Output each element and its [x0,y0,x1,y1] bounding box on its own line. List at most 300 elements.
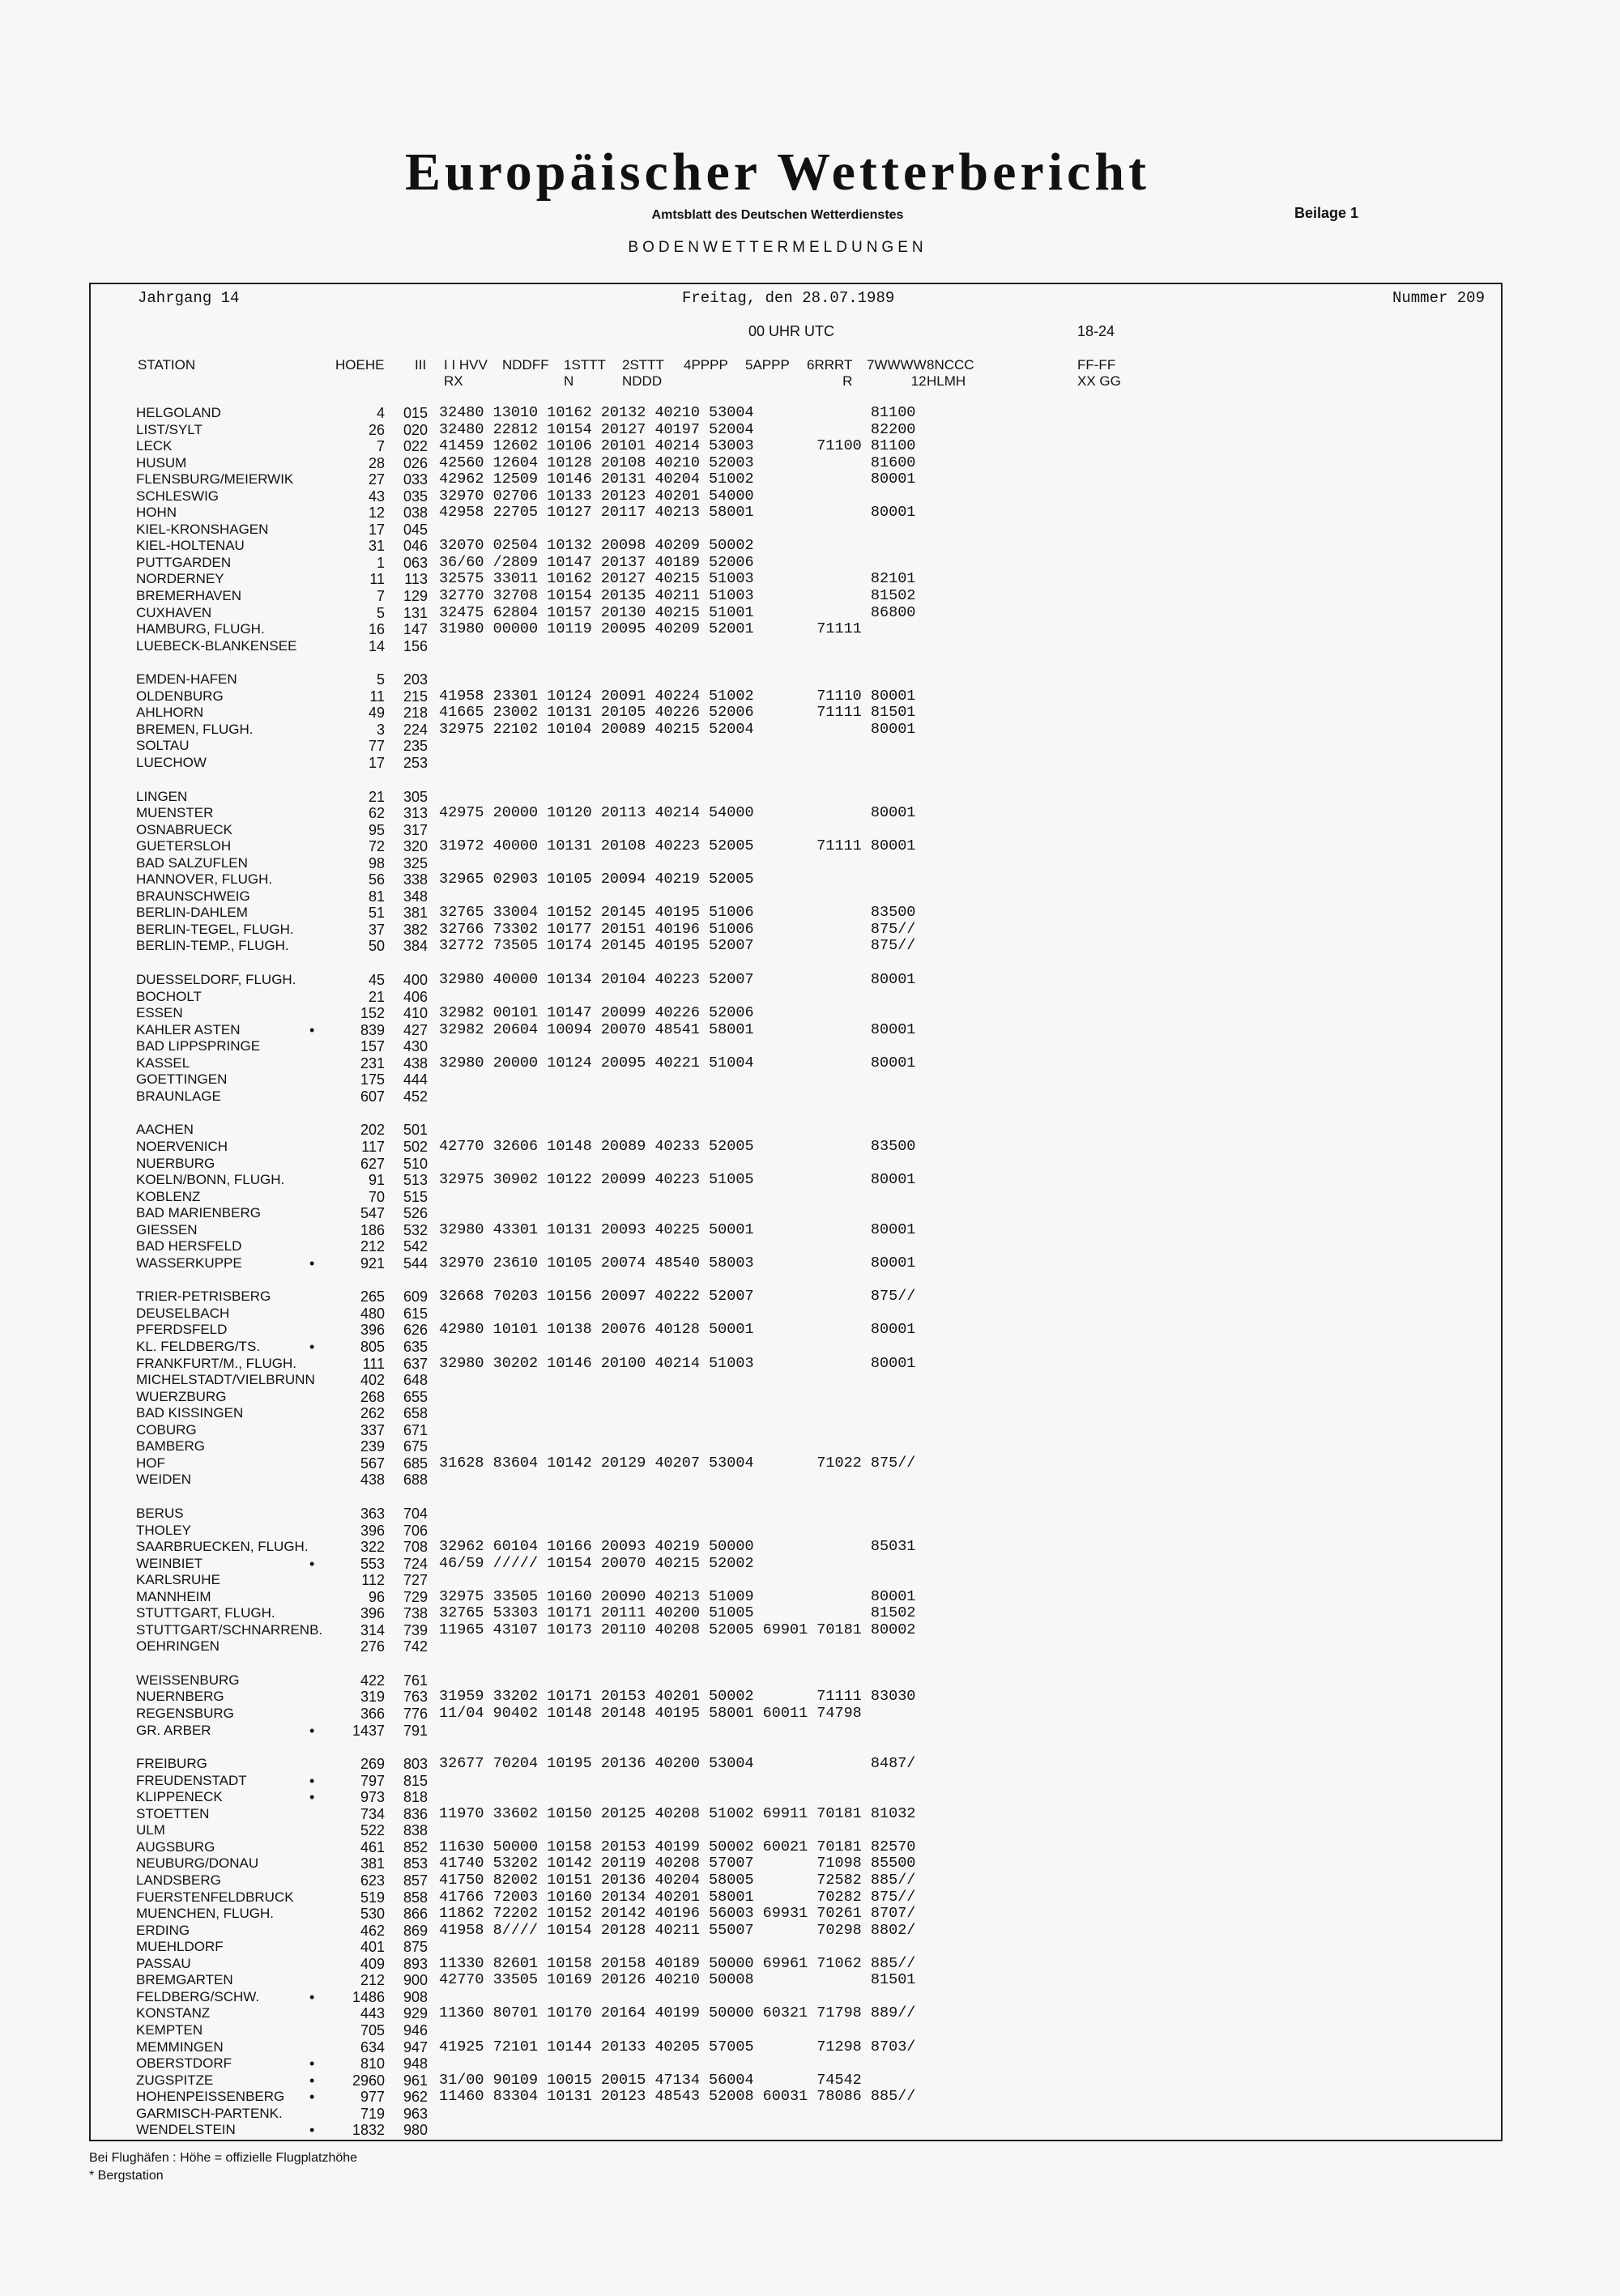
station-name: KLIPPENECK [136,1789,223,1804]
station-id: 946 [403,2022,428,2038]
station-height: 921 [360,1255,385,1272]
table-row [0,1806,1053,1822]
station-id: 948 [403,2055,428,2072]
issue-number: Nummer 209 [1392,289,1485,307]
synop-code: 41740 53202 10142 20119 40208 57007 71098 85500 [439,1855,916,1872]
table-row [0,522,1053,538]
table-row [0,1055,1053,1071]
station-id: 427 [403,1022,428,1038]
synop-code: 32070 02504 10132 20098 40209 50002 [439,537,754,554]
station-height: 98 [368,855,385,871]
table-row [0,2055,1053,2072]
table-row [0,1156,1053,1172]
station-id: 866 [403,1906,428,1922]
station-height: 366 [360,1706,385,1722]
table-row [0,938,1053,954]
station-height: 396 [360,1322,385,1338]
station-id: 763 [403,1689,428,1705]
station-name: FELDBERG/SCHW. [136,1989,260,2004]
station-name: STUTTGART/SCHNARRENB. [136,1622,323,1638]
table-row [0,455,1053,471]
station-height: 3 [376,722,385,738]
station-name: OSNABRUECK [136,822,233,837]
station-id: 908 [403,1989,428,2005]
station-height: 17 [368,522,385,538]
station-name: BERLIN-DAHLEM [136,905,248,920]
synop-code: 31980 00000 10119 20095 40209 52001 71111 [439,620,862,637]
station-id: 063 [403,555,428,571]
table-row [0,722,1053,738]
mountain-station-marker: • [309,1022,315,1038]
table-row [0,1506,1053,1522]
synop-code: 42560 12604 10128 20108 40210 52003 81600 [439,454,916,471]
station-id: 776 [403,1706,428,1722]
station-name: FLENSBURG/MEIERWIK [136,471,294,487]
table-row [0,1839,1053,1855]
col-header-5appp: 5APPP [745,357,790,373]
station-id: 688 [403,1472,428,1488]
mountain-station-marker: • [309,2089,315,2105]
station-name: DUESSELDORF, FLUGH. [136,972,296,987]
station-id: 791 [403,1723,428,1739]
station-id: 724 [403,1556,428,1572]
synop-code: 11965 43107 10173 20110 40208 52005 69901 70181 80002 [439,1621,916,1638]
station-name: KL. FELDBERG/TS. [136,1339,261,1354]
station-id: 022 [403,438,428,454]
table-row [0,1455,1053,1472]
station-id: 818 [403,1789,428,1805]
station-id: 513 [403,1172,428,1188]
station-height: 111 [362,1356,385,1372]
station-id: 400 [403,972,428,988]
station-height: 26 [368,422,385,438]
station-height: 12 [368,505,385,521]
station-id: 026 [403,455,428,471]
station-name: MEMMINGEN [136,2039,224,2055]
table-row [0,2039,1053,2055]
synop-code: 32980 43301 10131 20093 40225 50001 80001 [439,1221,916,1238]
synop-code: 32668 70203 10156 20097 40222 52007 875// [439,1288,916,1305]
publisher-subtitle: Amtsblatt des Deutschen Wetterdienstes [651,208,904,222]
station-id: 129 [403,588,428,604]
station-id: 637 [403,1356,428,1372]
col-header-ihvv: I I HVV RX [444,357,488,389]
table-row [0,705,1053,721]
synop-code: 31/00 90109 10015 20015 47134 56004 74542 [439,2072,862,2089]
station-height: 175 [360,1071,385,1088]
station-height: 7 [376,438,385,454]
synop-code: 41665 23002 10131 20105 40226 52006 71111 81501 [439,704,916,721]
station-height: 269 [360,1756,385,1772]
station-name: OBERSTDORF [136,2055,232,2071]
station-id: 739 [403,1622,428,1638]
table-row [0,905,1053,921]
station-name: ULM [136,1822,165,1838]
station-name: BAMBERG [136,1438,206,1454]
table-row [0,1438,1053,1455]
station-height: 553 [360,1556,385,1572]
table-row [0,1022,1053,1038]
station-id: 729 [403,1589,428,1605]
synop-code: 32980 20000 10124 20095 40221 51004 80001 [439,1054,916,1071]
table-row [0,1539,1053,1555]
table-row [0,838,1053,854]
station-id: 444 [403,1071,428,1088]
synop-code: 32970 02706 10133 20123 40201 54000 [439,488,754,505]
station-height: 95 [368,822,385,838]
station-name: HUSUM [136,455,187,471]
synop-code: 42958 22705 10127 20117 40213 58001 80001 [439,504,916,521]
table-row [0,2005,1053,2021]
station-name: BERUS [136,1506,184,1521]
station-name: OLDENBURG [136,688,224,704]
station-height: 4 [376,405,385,421]
station-height: 438 [360,1472,385,1488]
station-height: 607 [360,1088,385,1105]
station-height: 337 [360,1422,385,1438]
station-id: 338 [403,871,428,888]
synop-code: 31628 83604 10142 20129 40207 53004 71022 875// [439,1455,916,1472]
station-height: 14 [368,638,385,654]
station-id: 033 [403,471,428,488]
synop-code: 41750 82002 10151 20136 40204 58005 72582 885// [439,1872,916,1889]
station-id: 131 [403,605,428,621]
mountain-station-marker: • [309,1773,315,1789]
station-height: 381 [360,1855,385,1872]
station-height: 11 [369,571,385,587]
station-height: 2960 [352,2072,385,2089]
station-name: NUERBURG [136,1156,215,1171]
col-header-1sttt: 1STTT N [564,357,606,389]
station-name: THOLEY [136,1523,192,1538]
table-row [0,1339,1053,1355]
station-height: 117 [361,1139,385,1155]
time-header-00utc: 00 UHR UTC [748,323,835,339]
table-row [0,688,1053,705]
table-row [0,1638,1053,1655]
station-name: BAD SALZUFLEN [136,855,248,871]
station-height: 152 [360,1005,385,1021]
table-row [0,571,1053,587]
station-height: 45 [368,972,385,988]
station-name: BREMGARTEN [136,1972,233,1987]
station-name: KOELN/BONN, FLUGH. [136,1172,285,1187]
mountain-station-marker: • [309,1255,315,1272]
station-height: 480 [360,1306,385,1322]
station-id: 544 [403,1255,428,1272]
synop-code: 32480 13010 10162 20132 40210 53004 81100 [439,404,916,421]
station-height: 627 [360,1156,385,1172]
synop-code: 31959 33202 10171 20153 40201 50002 71111 83030 [439,1688,916,1705]
station-name: AUGSBURG [136,1839,215,1855]
station-name: BREMERHAVEN [136,588,242,603]
station-id: 838 [403,1822,428,1838]
station-id: 348 [403,888,428,905]
table-row [0,805,1053,821]
table-row [0,888,1053,905]
synop-code: 32975 22102 10104 20089 40215 52004 80001 [439,721,916,738]
supplement-label: Beilage 1 [1294,205,1359,221]
station-height: 519 [360,1889,385,1906]
station-height: 28 [368,455,385,471]
synop-code: 41766 72003 10160 20134 40201 58001 70282 875// [439,1889,916,1906]
station-name: ZUGSPITZE [136,2072,214,2088]
page-title: Europäischer Wetterbericht [404,143,1151,202]
station-id: 156 [403,638,428,654]
station-id: 980 [403,2122,428,2138]
table-row [0,738,1053,754]
station-name: LUECHOW [136,755,207,770]
table-row [0,1889,1053,1906]
table-row [0,2122,1053,2138]
station-name: REGENSBURG [136,1706,234,1721]
station-height: 43 [368,488,385,505]
station-name: KAHLER ASTEN [136,1022,241,1037]
station-id: 438 [403,1055,428,1071]
station-height: 72 [368,838,385,854]
synop-code: 41459 12602 10106 20101 40214 53003 71100 81100 [439,437,916,454]
table-row [0,1605,1053,1621]
table-row [0,1789,1053,1805]
station-height: 322 [360,1539,385,1555]
station-id: 325 [403,855,428,871]
station-height: 805 [360,1339,385,1355]
station-name: DEUSELBACH [136,1306,230,1321]
synop-code: 32772 73505 10174 20145 40195 52007 875// [439,937,916,954]
table-row [0,1172,1053,1188]
station-name: WUERZBURG [136,1389,227,1404]
station-id: 963 [403,2106,428,2122]
station-id: 305 [403,789,428,805]
col-header-station: STATION [138,357,196,373]
station-name: GARMISCH-PARTENK. [136,2106,283,2121]
station-id: 929 [403,2005,428,2021]
table-row [0,471,1053,488]
station-id: 852 [403,1839,428,1855]
station-height: 977 [360,2089,385,2105]
station-name: HOHN [136,505,177,520]
station-height: 973 [360,1789,385,1805]
station-name: BERLIN-TEMP., FLUGH. [136,938,289,953]
table-row [0,1005,1053,1021]
synop-code: 32980 30202 10146 20100 40214 51003 80001 [439,1355,916,1372]
station-name: BERLIN-TEGEL, FLUGH. [136,922,294,937]
table-row [0,555,1053,571]
station-height: 810 [360,2055,385,2072]
station-name: GOETTINGEN [136,1071,228,1087]
station-height: 443 [360,2005,385,2021]
station-id: 609 [403,1289,428,1305]
station-name: CUXHAVEN [136,605,212,620]
table-row [0,405,1053,421]
station-name: SAARBRUECKEN, FLUGH. [136,1539,309,1554]
table-row [0,789,1053,805]
table-row [0,438,1053,454]
station-name: STOETTEN [136,1806,210,1821]
table-row [0,505,1053,521]
footnote-mountain-station: * Bergstation [89,2169,164,2183]
station-height: 70 [368,1189,385,1205]
section-title: BODENWETTERMELDUNGEN [628,239,927,256]
station-height: 567 [360,1455,385,1472]
col-header-nddff: NDDFF [502,357,549,373]
station-name: BOCHOLT [136,989,202,1004]
station-name: NUERNBERG [136,1689,224,1704]
table-row [0,638,1053,654]
station-id: 410 [403,1005,428,1021]
synop-code: 32575 33011 10162 20127 40215 51003 82101 [439,570,916,587]
station-height: 797 [360,1773,385,1789]
station-name: AHLHORN [136,705,204,720]
station-id: 635 [403,1339,428,1355]
station-height: 21 [368,989,385,1005]
station-height: 56 [368,871,385,888]
station-height: 1437 [352,1723,385,1739]
station-name: LANDSBERG [136,1872,221,1888]
station-name: AACHEN [136,1122,194,1137]
station-id: 515 [403,1189,428,1205]
station-height: 462 [360,1923,385,1939]
station-name: KOBLENZ [136,1189,201,1204]
station-name: WASSERKUPPE [136,1255,242,1271]
table-row [0,1956,1053,1972]
synop-code: 32965 02903 10105 20094 40219 52005 [439,871,754,888]
station-name: LUEBECK-BLANKENSEE [136,638,297,654]
station-id: 147 [403,621,428,637]
synop-code: 42975 20000 10120 20113 40214 54000 80001 [439,804,916,821]
station-name: MUEHLDORF [136,1939,224,1954]
station-height: 705 [360,2022,385,2038]
station-height: 81 [368,888,385,905]
station-id: 510 [403,1156,428,1172]
station-id: 015 [403,405,428,421]
station-id: 526 [403,1205,428,1221]
col-header-4pppp: 4PPPP [684,357,728,373]
station-height: 5 [376,605,385,621]
table-row [0,1289,1053,1305]
station-id: 384 [403,938,428,954]
station-height: 1832 [352,2122,385,2138]
station-name: KARLSRUHE [136,1572,220,1587]
station-name: FREIBURG [136,1756,207,1771]
station-height: 363 [360,1506,385,1522]
footnote [89,2149,357,2185]
station-height: 262 [360,1405,385,1421]
table-row [0,1088,1053,1105]
station-id: 626 [403,1322,428,1338]
station-height: 401 [360,1939,385,1955]
station-height: 422 [360,1672,385,1689]
station-name: LIST/SYLT [136,422,202,437]
station-height: 547 [360,1205,385,1221]
table-row [0,671,1053,688]
station-id: 658 [403,1405,428,1421]
table-row [0,2022,1053,2038]
col-header-7wwww: 7WWWW 12 [867,357,927,389]
synop-code: 11360 80701 10170 20164 40199 50000 60321 71798 889// [439,2004,916,2021]
station-height: 623 [360,1872,385,1889]
synop-code: 46/59 ///// 10154 20070 40215 52002 [439,1555,754,1572]
station-height: 91 [368,1172,385,1188]
station-height: 16 [368,621,385,637]
station-id: 893 [403,1956,428,1972]
table-row [0,1071,1053,1088]
station-height: 402 [360,1372,385,1388]
report-date: Freitag, den 28.07.1989 [682,289,895,307]
station-height: 734 [360,1806,385,1822]
station-name: BRAUNSCHWEIG [136,888,250,904]
table-row [0,1773,1053,1789]
table-row [0,989,1053,1005]
station-id: 038 [403,505,428,521]
station-name: OEHRINGEN [136,1638,220,1654]
station-id: 313 [403,805,428,821]
synop-code: 32980 40000 10134 20104 40223 52007 80001 [439,971,916,988]
table-row [0,1389,1053,1405]
station-id: 382 [403,922,428,938]
synop-code: 41958 23301 10124 20091 40224 51002 71110 80001 [439,688,916,705]
station-id: 869 [403,1923,428,1939]
station-id: 947 [403,2039,428,2055]
station-id: 815 [403,1773,428,1789]
station-name: WEISSENBURG [136,1672,240,1688]
table-row [0,1939,1053,1955]
station-id: 224 [403,722,428,738]
synop-code: 32765 53303 10171 20111 40200 51005 81502 [439,1604,916,1621]
mountain-station-marker: • [309,1339,315,1355]
station-id: 708 [403,1539,428,1555]
table-row [0,1622,1053,1638]
station-id: 615 [403,1306,428,1322]
station-name: TRIER-PETRISBERG [136,1289,271,1304]
station-name: NEUBURG/DONAU [136,1855,259,1871]
station-id: 727 [403,1572,428,1588]
station-id: 648 [403,1372,428,1388]
table-row [0,2106,1053,2122]
station-id: 738 [403,1605,428,1621]
table-row [0,1822,1053,1838]
station-name: SOLTAU [136,738,190,753]
station-name: EMDEN-HAFEN [136,671,237,687]
station-height: 1 [376,555,385,571]
station-name: SCHLESWIG [136,488,220,504]
table-row [0,1572,1053,1588]
station-name: PFERDSFELD [136,1322,228,1337]
mountain-station-marker: • [309,2072,315,2089]
station-id: 501 [403,1122,428,1138]
station-name: PUTTGARDEN [136,555,232,570]
station-id: 045 [403,522,428,538]
station-name: FRANKFURT/M., FLUGH. [136,1356,297,1371]
col-header-ffff: FF-FF XX GG [1077,357,1121,389]
station-id: 962 [403,2089,428,2105]
station-id: 035 [403,488,428,505]
table-row [0,1556,1053,1572]
station-name: KASSEL [136,1055,190,1071]
station-name: WENDELSTEIN [136,2122,236,2137]
station-height: 11 [369,688,385,705]
station-id: 857 [403,1872,428,1889]
synop-code: 32480 22812 10154 20127 40197 52004 82200 [439,421,916,438]
synop-code: 32677 70204 10195 20136 40200 53004 8487/ [439,1755,916,1772]
station-height: 51 [368,905,385,921]
station-id: 406 [403,989,428,1005]
station-height: 1486 [352,1989,385,2005]
station-id: 235 [403,738,428,754]
table-row [0,1906,1053,1922]
mountain-station-marker: • [309,1989,315,2005]
station-name: MUENSTER [136,805,214,820]
